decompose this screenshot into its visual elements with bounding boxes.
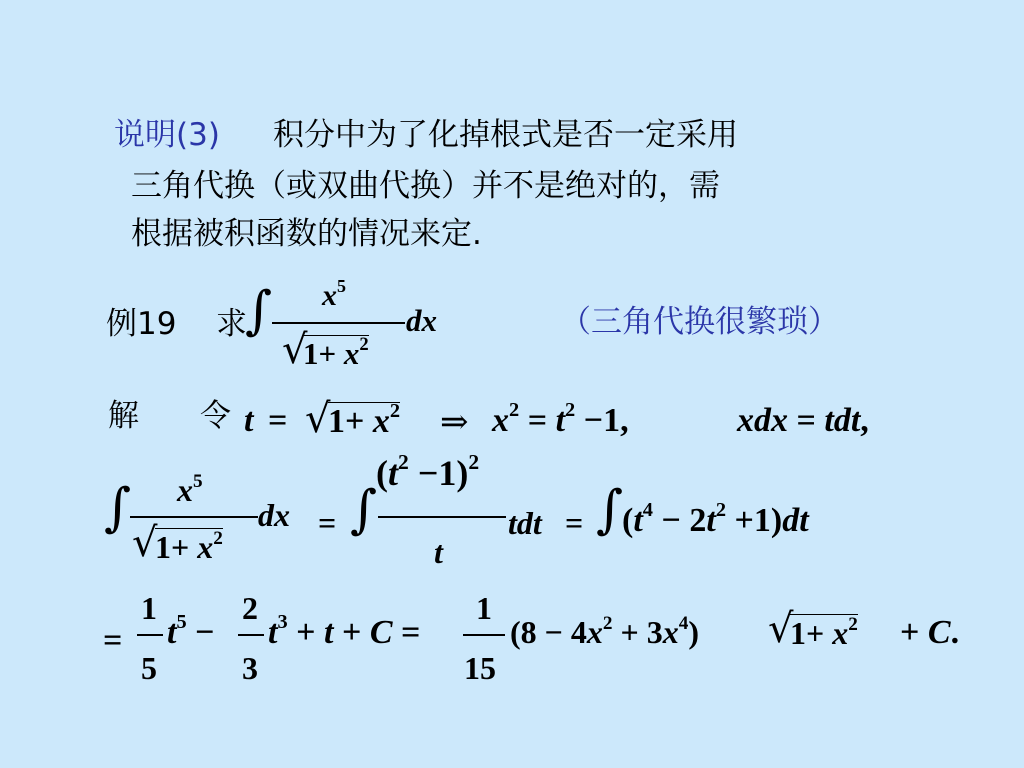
formula-text: xdx = tdt, (737, 402, 869, 439)
formula-text: 5 (141, 650, 157, 686)
formula-text: tdt (508, 505, 542, 541)
example-ask: 求 (216, 306, 247, 342)
fraction-bar (130, 516, 258, 518)
fraction-bar (238, 634, 264, 636)
integral-sign: ∫ (350, 480, 378, 540)
sqrt-icon: √ (282, 327, 308, 373)
formula-text: = (268, 402, 288, 439)
formula-text: 15 (464, 650, 496, 686)
formula-text: $1+ x^2$ (790, 613, 858, 651)
formula-text: 2 (242, 590, 258, 626)
note-line-3: 根据被积函数的情况来定. (131, 216, 482, 252)
formula-text: t (434, 534, 443, 570)
formula-text: $t^5$ − (167, 610, 215, 651)
formula-text: $1+ x^2$ (328, 399, 401, 440)
formula-text: dx (258, 497, 290, 533)
formula-text: $(t^2 -1)^2$ (376, 449, 480, 493)
formula-text: 3 (242, 650, 258, 686)
formula-text: = (318, 505, 337, 541)
formula-text: $(8 - 4x^2 + 3x^4)$ (510, 612, 699, 650)
example-remark: （三角代换很繁琐） (560, 304, 839, 340)
formula-text: = (103, 622, 123, 659)
example-label: 例19 (106, 306, 177, 342)
formula-text: $(t^4 - 2t^2 +1)dt$ (622, 498, 809, 539)
sqrt-icon: √ (305, 396, 331, 442)
formula-text: + C. (900, 614, 960, 651)
formula-text: $x^2 = t^2 -1$, (492, 398, 629, 439)
implies-icon: ⇒ (440, 402, 469, 442)
integral-sign: ∫ (104, 478, 132, 538)
formula-text: 1 (141, 590, 157, 626)
formula-text: $1+ x^2$ (155, 527, 223, 565)
formula-text: dx (406, 303, 437, 338)
solution-label: 解 (108, 398, 139, 434)
formula-text: t (244, 402, 254, 439)
fraction-bar (272, 322, 405, 324)
note-label: 说明(3) (114, 117, 220, 153)
formula-text: = (565, 505, 584, 541)
formula-text: $x^5$ (322, 275, 346, 312)
formula-text: $x^5$ (177, 470, 203, 508)
sqrt-icon: √ (132, 520, 158, 566)
formula-text: 1 (476, 590, 492, 626)
integral-sign: ∫ (596, 480, 624, 540)
note-line-1: 积分中为了化掉根式是否一定采用 (273, 117, 738, 153)
integral-sign: ∫ (245, 281, 273, 341)
solution-let: 令 (200, 398, 231, 434)
fraction-bar (463, 634, 505, 636)
fraction-bar (378, 516, 506, 518)
fraction-bar (137, 634, 163, 636)
sqrt-icon: √ (768, 606, 794, 652)
formula-text: $t^3 + t + C$ = (268, 610, 421, 651)
formula-text: $1+ x^2$ (303, 334, 369, 371)
note-line-2: 三角代换（或双曲代换）并不是绝对的，需 (131, 168, 720, 204)
